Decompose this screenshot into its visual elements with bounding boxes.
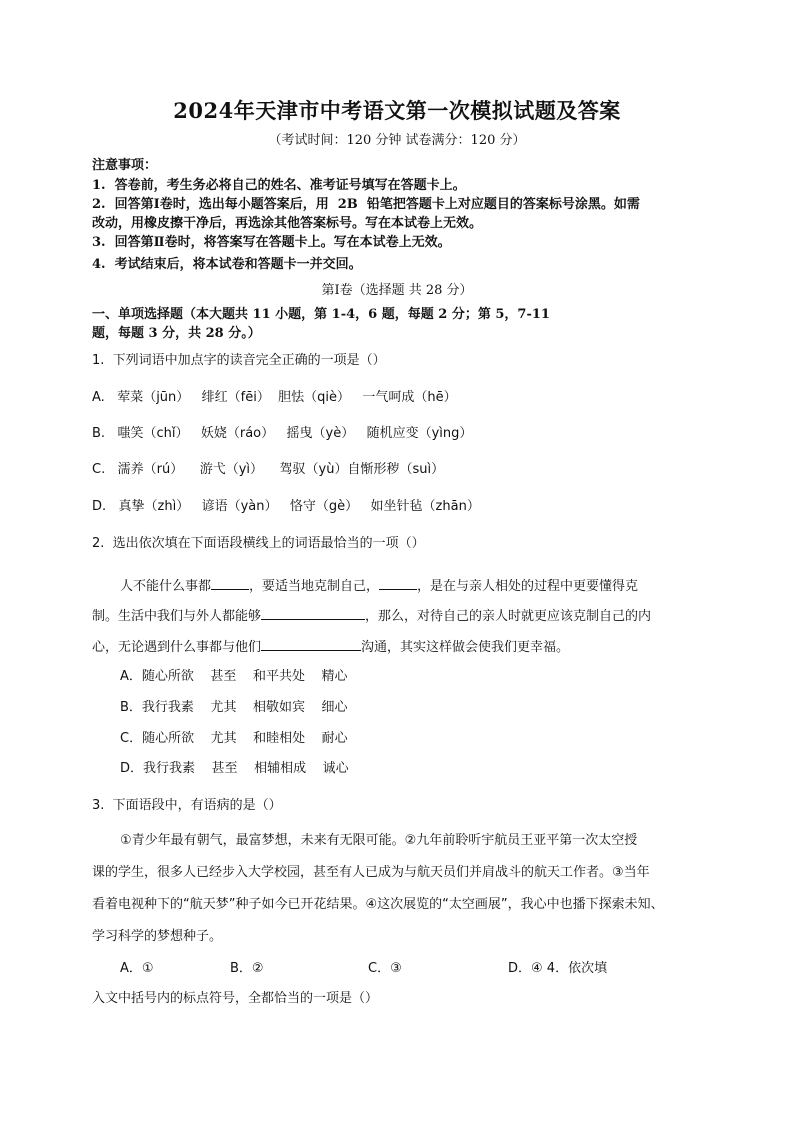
question-stem: 2. 选出依次填在下面语段横线上的词语最恰当的一项（）: [92, 536, 425, 551]
passage-text: ，那么，对待自己的亲人时就更应该克制自己的内: [365, 609, 652, 624]
fill-blank: [261, 636, 361, 651]
notice-item: 1. 答卷前，考生务必将自己的姓名、准考证号填写在答题卡上。: [92, 178, 466, 193]
notice-item: 3. 回答第Ⅱ卷时，将答案写在答题卡上。写在本试卷上无效。: [92, 235, 451, 250]
option-c: C．随心所欲 尤其 和睦相处 耐心: [120, 731, 348, 746]
option-d: D．我行我素 甚至 相辅相成 诚心: [120, 761, 349, 776]
part-heading: 一、单项选择题（本大题共 11 小题，第 1-4，6 题，每题 2 分；第 5，7-11: [92, 307, 550, 322]
fill-blank: [211, 575, 249, 590]
option-a: A．①: [120, 961, 154, 976]
notice-item: 2. 回答第Ⅰ卷时，选出每小题答案后，用 2B 铅笔把答题卡上对应题目的答案标号涂黑。如需: [92, 197, 640, 212]
option-d: D．④ 4．依次填: [508, 961, 608, 976]
option-c: C. 濡养（rú） 游弋（yì） 驾驭（yù）自惭形秽（suì）: [92, 462, 445, 477]
notice-item: 改动，用橡皮擦干净后，再选涂其他答案标号。写在本试卷上无效。: [92, 216, 483, 231]
passage-text: 心，无论遇到什么事都与他们: [92, 640, 262, 655]
page-title: 2024年天津市中考语文第一次模拟试题及答案: [173, 98, 621, 123]
option-a: A．随心所欲 甚至 和平共处 精心: [120, 669, 348, 684]
passage-line: 学习科学的梦想种子。: [92, 929, 223, 944]
option-b: B. 嗤笑（chǐ） 妖娆（ráo） 摇曳（yè） 随机应变（yìng）: [92, 426, 473, 441]
section-heading: 第Ⅰ卷（选择题 共 28 分）: [321, 283, 473, 298]
passage-text: 制。生活中我们与外人都能够: [92, 609, 262, 624]
question-4-stem-cont: 入文中括号内的标点符号，全都恰当的一项是（）: [92, 991, 379, 1006]
notice-heading: 注意事项：: [92, 158, 158, 173]
fill-blank: [379, 575, 417, 590]
passage-line: [120, 575, 638, 596]
option-d: D. 真挚（zhì） 谚语（yàn） 恪守（gè） 如坐针毡（zhān）: [92, 499, 480, 514]
option-a: A. 荤菜（jūn） 绯红（fēi） 胆怯（qiè） 一气呵成（hē）: [92, 390, 457, 405]
passage-line: 课的学生，很多人已经步入大学校园，甚至有人已成为与航天员们并肩战斗的航天工作者。③当年: [92, 865, 650, 880]
passage-line: 看着电视种下的“航天梦”种子如今已开花结果。④这次展览的“太空画展”，我心中也播下探索未知、: [92, 897, 664, 912]
passage-line: ①青少年最有朝气，最富梦想，未来有无限可能。②九年前聆听宇航员王亚平第一次太空授: [120, 833, 638, 848]
option-c: C．③: [368, 961, 402, 976]
part-heading-cont: 题，每题 3 分，共 28 分。）: [92, 326, 261, 341]
question-stem: 3. 下面语段中，有语病的是（）: [92, 798, 282, 813]
passage-line: [92, 605, 651, 626]
fill-blank: [261, 605, 365, 620]
option-b: B．我行我素 尤其 相敬如宾 细心: [120, 700, 348, 715]
passage-text: 沟通，其实这样做会使我们更幸福。: [361, 640, 570, 655]
exam-info: （考试时间：120 分钟 试卷满分：120 分）: [268, 133, 526, 148]
passage-text: ，要适当地克制自己，: [249, 579, 380, 594]
question-stem: 1. 下列词语中加点字的读音完全正确的一项是（）: [92, 353, 386, 368]
passage-text: ，是在与亲人相处的过程中更要懂得克: [417, 579, 639, 594]
passage-text: 人不能什么事都: [120, 579, 212, 594]
passage-line: [92, 636, 569, 657]
notice-item: 4. 考试结束后，将本试卷和答题卡一并交回。: [92, 257, 362, 272]
option-b: B．②: [230, 961, 264, 976]
